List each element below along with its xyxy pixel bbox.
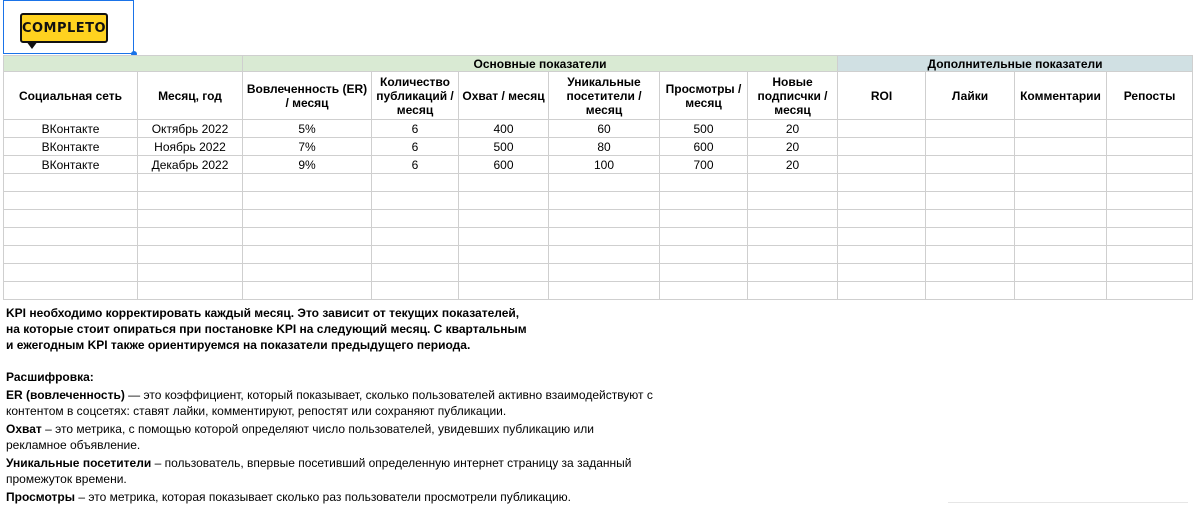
table-cell[interactable]: 5%	[243, 120, 372, 138]
empty-cell[interactable]	[1107, 282, 1193, 300]
empty-cell[interactable]	[372, 210, 459, 228]
empty-cell[interactable]	[372, 228, 459, 246]
table-cell[interactable]: 600	[660, 138, 748, 156]
notes-section	[6, 305, 656, 505]
table-cell[interactable]: 7%	[243, 138, 372, 156]
empty-cell[interactable]	[549, 192, 660, 210]
empty-cell[interactable]	[138, 282, 243, 300]
table-cell[interactable]	[1015, 138, 1107, 156]
empty-cell[interactable]	[748, 282, 838, 300]
empty-cell[interactable]	[138, 210, 243, 228]
definition-term: ER (вовлеченность)	[6, 388, 125, 402]
empty-cell[interactable]	[372, 264, 459, 282]
table-cell[interactable]	[1107, 156, 1193, 174]
empty-cell[interactable]	[660, 264, 748, 282]
empty-cell[interactable]	[549, 210, 660, 228]
col-engagement[interactable]: Вовлеченность (ER) / месяц	[243, 72, 372, 120]
definition-text: – это метрика, которая показывает сколько раз пользователи просмотрели публикацию.	[75, 490, 571, 504]
empty-cell[interactable]	[4, 264, 138, 282]
empty-cell[interactable]	[459, 192, 549, 210]
empty-cell[interactable]	[748, 228, 838, 246]
col-social-network[interactable]: Социальная сеть	[4, 72, 138, 120]
table-cell[interactable]: 6	[372, 138, 459, 156]
empty-cell[interactable]	[243, 210, 372, 228]
empty-cell[interactable]	[1107, 264, 1193, 282]
empty-cell[interactable]	[748, 174, 838, 192]
group-header-row	[4, 56, 1193, 72]
col-month-year[interactable]: Месяц, год	[138, 72, 243, 120]
table-row	[4, 156, 1193, 174]
empty-cell[interactable]	[660, 246, 748, 264]
table-cell[interactable]: 400	[459, 120, 549, 138]
empty-cell[interactable]	[243, 192, 372, 210]
empty-cell[interactable]	[1107, 192, 1193, 210]
table-cell[interactable]	[1015, 156, 1107, 174]
empty-cell[interactable]	[926, 192, 1015, 210]
table-cell[interactable]	[838, 138, 926, 156]
table-row	[4, 138, 1193, 156]
table-cell[interactable]: Декабрь 2022	[138, 156, 243, 174]
definition-term: Охват	[6, 422, 42, 436]
definition-term: Просмотры	[6, 490, 76, 504]
table-cell[interactable]	[926, 156, 1015, 174]
empty-cell[interactable]	[1015, 174, 1107, 192]
empty-cell[interactable]	[1015, 228, 1107, 246]
table-cell[interactable]	[1107, 138, 1193, 156]
table-cell[interactable]: 60	[549, 120, 660, 138]
col-new-subscribers[interactable]: Новые подписчки / месяц	[748, 72, 838, 120]
table-cell[interactable]: Октябрь 2022	[138, 120, 243, 138]
definition-text: — это коэффициент, который показывает, сколько пользователей активно взаимодействуют с контентом в соцсетях: ставят лайки, комментируют, репостят или сохраняют публикации.	[6, 388, 653, 418]
col-comments[interactable]: Комментарии	[1015, 72, 1107, 120]
empty-cell[interactable]	[748, 192, 838, 210]
kpi-table	[3, 55, 1193, 300]
table-cell[interactable]: 500	[459, 138, 549, 156]
empty-cell[interactable]	[372, 192, 459, 210]
empty-cell[interactable]	[1015, 192, 1107, 210]
empty-cell[interactable]	[138, 264, 243, 282]
empty-cell[interactable]	[1015, 210, 1107, 228]
definition-text: – это метрика, с помощью которой определяют число пользователей, увидевших публикацию или рекламное объявление.	[6, 422, 594, 452]
col-unique-visitors[interactable]: Уникальные посетители / месяц	[549, 72, 660, 120]
empty-row	[4, 228, 1193, 246]
empty-row	[4, 174, 1193, 192]
empty-cell[interactable]	[459, 264, 549, 282]
column-header-row	[4, 72, 1193, 120]
empty-cell[interactable]	[838, 174, 926, 192]
group-header-empty[interactable]	[4, 56, 243, 72]
empty-cell[interactable]	[660, 174, 748, 192]
empty-cell[interactable]	[660, 210, 748, 228]
empty-cell[interactable]	[372, 246, 459, 264]
col-roi[interactable]: ROI	[838, 72, 926, 120]
group-header-main[interactable]: Основные показатели	[243, 56, 838, 72]
empty-cell[interactable]	[243, 246, 372, 264]
table-cell[interactable]: Ноябрь 2022	[138, 138, 243, 156]
empty-cell[interactable]	[1107, 174, 1193, 192]
definition-er[interactable]	[6, 387, 656, 419]
empty-cell[interactable]	[926, 174, 1015, 192]
empty-cell[interactable]	[4, 228, 138, 246]
empty-cell[interactable]	[660, 282, 748, 300]
table-cell[interactable]	[838, 120, 926, 138]
table-cell[interactable]	[1015, 120, 1107, 138]
empty-cell[interactable]	[838, 228, 926, 246]
definition-reach[interactable]	[6, 421, 656, 453]
empty-cell[interactable]	[838, 246, 926, 264]
empty-cell[interactable]	[4, 210, 138, 228]
empty-cell[interactable]	[926, 264, 1015, 282]
empty-cell[interactable]	[1107, 210, 1193, 228]
kpi-note[interactable]: KPI необходимо корректировать каждый месяц. Это зависит от текущих показателей, на которые стоит опираться при постановке KPI на следующий месяц. С квартальным и ежегодным KPI также ориентируемся на показатели предыдущего периода.	[6, 306, 527, 352]
empty-cell[interactable]	[748, 210, 838, 228]
empty-cell[interactable]	[748, 246, 838, 264]
empty-cell[interactable]	[459, 246, 549, 264]
table-cell[interactable]: 700	[660, 156, 748, 174]
empty-cell[interactable]	[549, 264, 660, 282]
empty-cell[interactable]	[926, 246, 1015, 264]
empty-cell[interactable]	[4, 246, 138, 264]
empty-cell[interactable]	[838, 282, 926, 300]
definition-views[interactable]	[6, 489, 656, 505]
empty-cell[interactable]	[1015, 282, 1107, 300]
empty-cell[interactable]	[138, 192, 243, 210]
empty-row	[4, 246, 1193, 264]
empty-cell[interactable]	[243, 282, 372, 300]
empty-cell[interactable]	[748, 264, 838, 282]
empty-cell[interactable]	[838, 264, 926, 282]
logo-image-frame[interactable]	[3, 0, 134, 54]
empty-cell[interactable]	[138, 174, 243, 192]
empty-cell[interactable]	[926, 282, 1015, 300]
table-cell[interactable]: 100	[549, 156, 660, 174]
table-cell[interactable]: 6	[372, 120, 459, 138]
col-likes[interactable]: Лайки	[926, 72, 1015, 120]
empty-cell[interactable]	[138, 246, 243, 264]
empty-cell[interactable]	[243, 228, 372, 246]
divider	[948, 502, 1188, 503]
definition-term: Уникальные посетители	[6, 456, 152, 470]
empty-cell[interactable]	[549, 228, 660, 246]
empty-cell[interactable]	[1015, 246, 1107, 264]
empty-cell[interactable]	[4, 174, 138, 192]
empty-cell[interactable]	[4, 192, 138, 210]
table-row	[4, 120, 1193, 138]
col-reach[interactable]: Охват / месяц	[459, 72, 549, 120]
empty-row	[4, 192, 1193, 210]
col-publications[interactable]: Количество публикаций / месяц	[372, 72, 459, 120]
empty-cell[interactable]	[660, 192, 748, 210]
empty-cell[interactable]	[926, 210, 1015, 228]
empty-cell[interactable]	[138, 228, 243, 246]
table-cell[interactable]: ВКонтакте	[4, 156, 138, 174]
table-cell[interactable]: ВКонтакте	[4, 120, 138, 138]
table-cell[interactable]: 6	[372, 156, 459, 174]
empty-cell[interactable]	[459, 228, 549, 246]
empty-cell[interactable]	[549, 174, 660, 192]
table-cell[interactable]: 20	[748, 138, 838, 156]
table-cell[interactable]: 600	[459, 156, 549, 174]
empty-row	[4, 264, 1193, 282]
completo-logo	[20, 13, 108, 43]
decode-title[interactable]: Расшифровка:	[6, 370, 94, 384]
logo-text: COMPLETO	[21, 20, 107, 36]
empty-cell[interactable]	[549, 282, 660, 300]
table-cell[interactable]	[1107, 120, 1193, 138]
table-cell[interactable]: 20	[748, 156, 838, 174]
empty-cell[interactable]	[372, 282, 459, 300]
table-cell[interactable]: 9%	[243, 156, 372, 174]
table-cell[interactable]	[838, 156, 926, 174]
table-cell[interactable]: 80	[549, 138, 660, 156]
col-reposts[interactable]: Репосты	[1107, 72, 1193, 120]
group-header-extra[interactable]: Дополнительные показатели	[838, 56, 1193, 72]
empty-cell[interactable]	[660, 228, 748, 246]
empty-cell[interactable]	[1015, 264, 1107, 282]
table-cell[interactable]: ВКонтакте	[4, 138, 138, 156]
empty-cell[interactable]	[4, 282, 138, 300]
empty-cell[interactable]	[243, 174, 372, 192]
col-views[interactable]: Просмотры / месяц	[660, 72, 748, 120]
empty-cell[interactable]	[459, 210, 549, 228]
empty-cell[interactable]	[459, 174, 549, 192]
empty-cell[interactable]	[372, 174, 459, 192]
empty-cell[interactable]	[926, 228, 1015, 246]
definition-text: – пользователь, впервые посетивший определенную интернет страницу за заданный промежуток времени.	[6, 456, 632, 486]
table-cell[interactable]	[926, 120, 1015, 138]
logo-speech-tail	[26, 41, 38, 49]
empty-cell[interactable]	[1107, 246, 1193, 264]
empty-cell[interactable]	[549, 246, 660, 264]
table-cell[interactable]: 20	[748, 120, 838, 138]
table-cell[interactable]	[926, 138, 1015, 156]
empty-cell[interactable]	[838, 210, 926, 228]
empty-cell[interactable]	[243, 264, 372, 282]
empty-cell[interactable]	[838, 192, 926, 210]
empty-cell[interactable]	[1107, 228, 1193, 246]
table-cell[interactable]: 500	[660, 120, 748, 138]
empty-row	[4, 282, 1193, 300]
empty-cell[interactable]	[459, 282, 549, 300]
empty-row	[4, 210, 1193, 228]
definition-unique-visitors[interactable]	[6, 455, 656, 487]
